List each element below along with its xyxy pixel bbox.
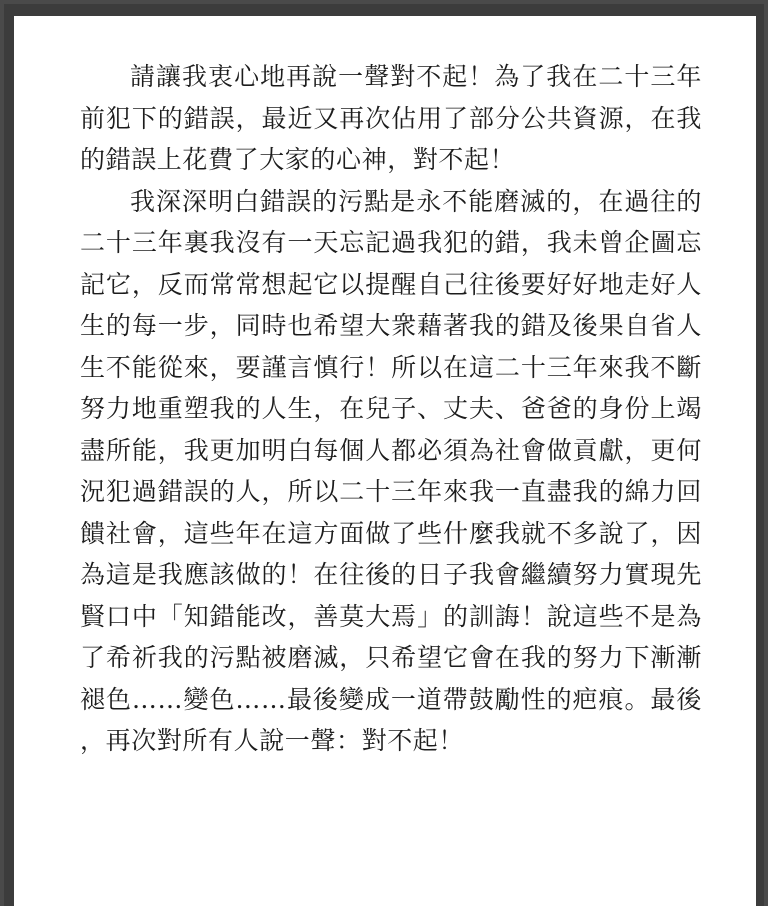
paragraph-2: 我深深明白錯誤的污點是永不能磨滅的，在過往的二十三年裏我沒有一天忘記過我犯的錯，我未曾企圖忘記它，反而常常想起它以提醒自己往後要好好地走好人生的每一步，同時也希望大衆藉著我的錯及後果自省人生不能從來，要謹言慎行！所以在這二十三年來我不斷努力地重塑我的人生，在兒子、丈夫、爸爸的身份上竭盡所能，我更加明白每個人都必須為社會做貢獻，更何況犯過錯誤的人，所以二十三年來我一直盡我的綿力回饋社會，這些年在這方面做了些什麼我就不多說了，因為這是我應該做的！在往後的日子我會繼續努力實現先賢口中「知錯能改，善莫大焉」的訓誨！說這些不是為了希祈我的污點被磨滅，只希望它會在我的努力下漸漸褪色……變色……最後變成一道帶鼓勵性的疤痕。最後，再次對所有人說一聲：對不起！ <box>80 186 702 755</box>
document-page <box>14 16 756 906</box>
paragraph-1: 請讓我衷心地再說一聲對不起！為了我在二十三年前犯下的錯誤，最近又再次佔用了部分公共資源，在我的錯誤上花費了大家的心神，對不起！ <box>80 62 702 174</box>
apology-letter-body <box>80 56 702 762</box>
screenshot-frame <box>4 4 764 906</box>
